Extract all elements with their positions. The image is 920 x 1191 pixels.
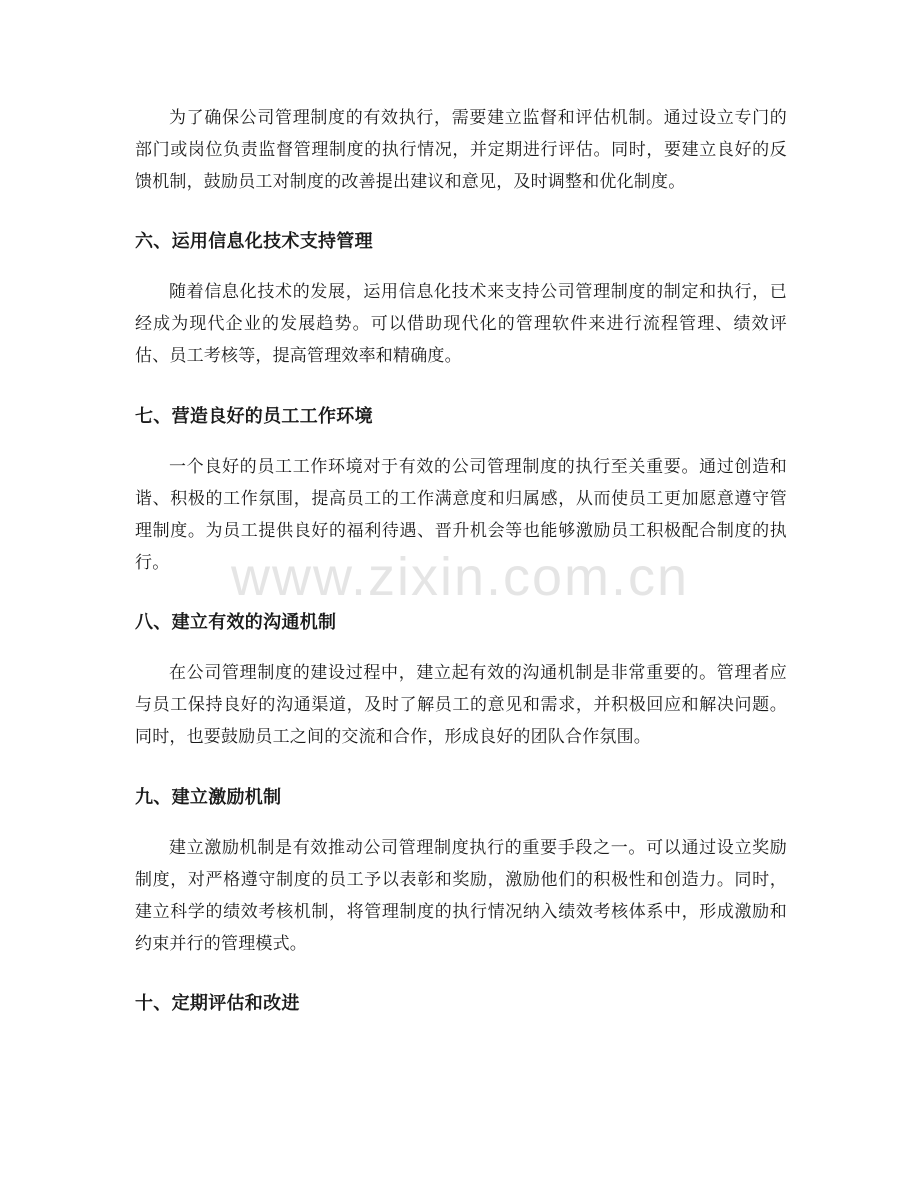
heading-section-6: 六、运用信息化技术支持管理 <box>135 231 373 252</box>
paragraph-communication: 在公司管理制度的建设过程中，建立起有效的沟通机制是非常重要的。管理者应与员工保持良好的沟通渠道，及时了解员工的意见和需求，并积极回应和解决问题。同时，也要鼓励员工之间的交流和合作，形成良好的团队合作氛围。 <box>135 663 787 747</box>
site-watermark: www.zixin.com.cn <box>230 547 690 607</box>
heading-section-10: 十、定期评估和改进 <box>135 993 300 1014</box>
heading-section-7: 七、营造良好的员工工作环境 <box>135 406 373 427</box>
heading-section-9: 九、建立激励机制 <box>135 787 282 808</box>
paragraph-supervision: 为了确保公司管理制度的有效执行，需要建立监督和评估机制。通过设立专门的部门或岗位负责监督管理制度的执行情况，并定期进行评估。同时，要建立良好的反馈机制，鼓励员工对制度的改善提出建议和意见，及时调整和优化制度。 <box>135 108 787 192</box>
paragraph-incentive: 建立激励机制是有效推动公司管理制度执行的重要手段之一。可以通过设立奖励制度，对严格遵守制度的员工予以表彰和奖励，激励他们的积极性和创造力。同时，建立科学的绩效考核机制，将管理制度的执行情况纳入绩效考核体系中，形成激励和约束并行的管理模式。 <box>135 838 787 954</box>
paragraph-work-environment: 一个良好的员工工作环境对于有效的公司管理制度的执行至关重要。通过创造和谐、积极的工作氛围，提高员工的工作满意度和归属感，从而使员工更加愿意遵守管理制度。为员工提供良好的福利待遇、晋升机会等也能够激励员工积极配合制度的执行。 <box>135 457 787 573</box>
paragraph-it-support: 随着信息化技术的发展，运用信息化技术来支持公司管理制度的制定和执行，已经成为现代企业的发展趋势。可以借助现代化的管理软件来进行流程管理、绩效评估、员工考核等，提高管理效率和精确度。 <box>135 282 787 366</box>
heading-section-8: 八、建立有效的沟通机制 <box>135 612 337 633</box>
